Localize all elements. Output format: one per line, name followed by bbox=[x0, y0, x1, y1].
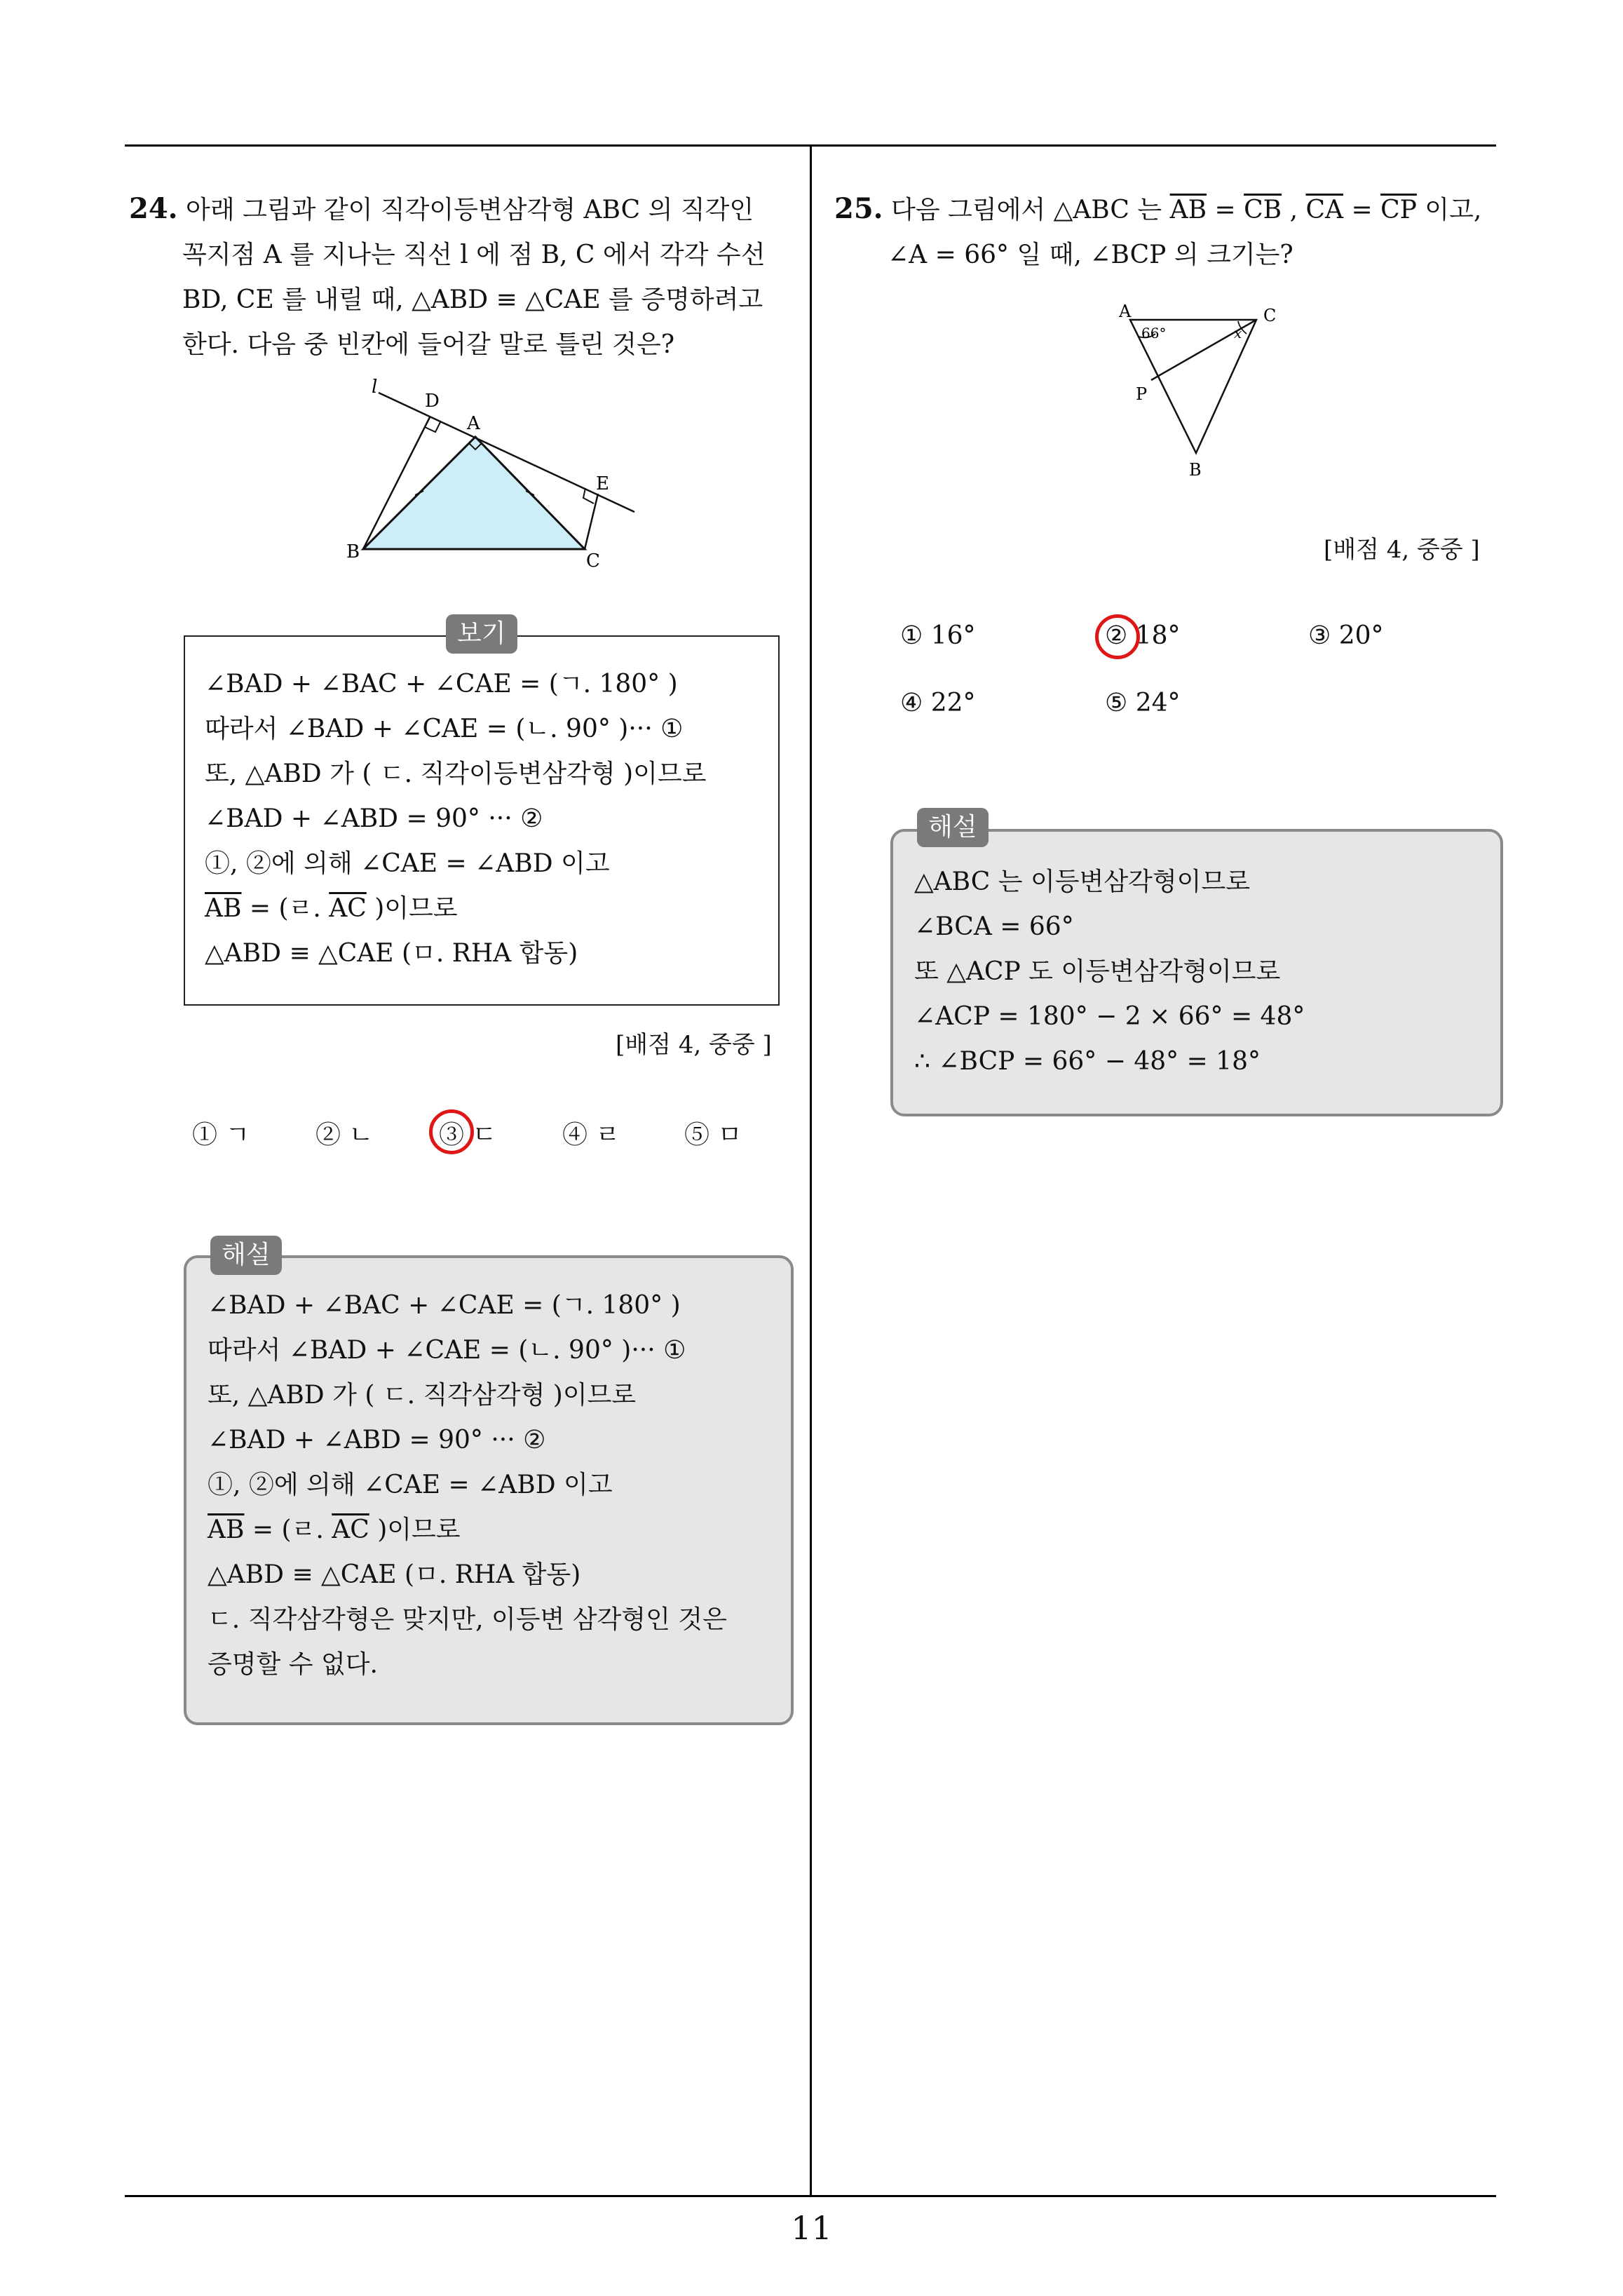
question-text-line: ∠A = 66° 일 때, ∠BCP 의 크기는? bbox=[888, 241, 1293, 269]
bottom-rule bbox=[125, 2195, 1496, 2197]
choice-2[interactable]: ② ㄴ bbox=[315, 1121, 374, 1149]
solution-line: ∠BAD + ∠ABD = 90° ··· ② bbox=[208, 1426, 546, 1454]
label-a: A bbox=[1119, 302, 1132, 321]
label-a: A bbox=[467, 413, 480, 434]
triangle-abc bbox=[363, 437, 585, 549]
question-24 bbox=[129, 187, 802, 367]
choice-2[interactable]: ② 18° bbox=[1105, 621, 1181, 650]
solution-line: ①, ②에 의해 ∠CAE = ∠ABD 이고 bbox=[208, 1471, 613, 1499]
triangle-figure-25 bbox=[1108, 295, 1290, 491]
solution-line: ∠BCA = 66° bbox=[914, 912, 1074, 941]
question-number: 24. bbox=[129, 192, 178, 225]
bogi-box bbox=[184, 635, 780, 1006]
bogi-line: $\overline{AB}$ = (ㄹ. $\overline{AC}$ )이므로 bbox=[205, 894, 458, 923]
label-b: B bbox=[1189, 460, 1202, 480]
solution-line: 따라서 ∠BAD + ∠CAE = (ㄴ. 90° )··· ① bbox=[208, 1336, 686, 1365]
column-divider bbox=[810, 144, 812, 2196]
answer-circle-mark bbox=[429, 1109, 474, 1154]
bogi-line: ∠BAD + ∠ABD = 90° ··· ② bbox=[205, 804, 543, 833]
answer-circle-mark bbox=[1095, 614, 1140, 659]
question-text-line: 꼭지점 A 를 지나는 직선 l 에 점 B, C 에서 각각 수선 bbox=[182, 241, 766, 269]
question-text-line: BD, CE 를 내릴 때, △ABD ≡ △CAE 를 증명하려고 bbox=[182, 285, 763, 314]
triangle-figure-24 bbox=[337, 379, 652, 575]
solution-line: △ABD ≡ △CAE (ㅁ. RHA 합동) bbox=[208, 1560, 581, 1589]
question-text-line: 아래 그림과 같이 직각이등변삼각형 ABC 의 직각인 bbox=[186, 196, 754, 224]
choice-1[interactable]: ① ㄱ bbox=[192, 1121, 250, 1149]
choice-3[interactable]: ③ 20° bbox=[1308, 621, 1384, 650]
solution-box-24 bbox=[184, 1255, 794, 1725]
solution-line: ∴ ∠BCP = 66° − 48° = 18° bbox=[914, 1047, 1261, 1076]
solution-line: 증명할 수 없다. bbox=[208, 1650, 378, 1679]
choice-5[interactable]: ⑤ ㅁ bbox=[684, 1121, 742, 1149]
choice-5[interactable]: ⑤ 24° bbox=[1105, 689, 1181, 717]
score-meta-24: [배점 4, 중중 ] bbox=[616, 1031, 772, 1059]
question-text-line: 한다. 다음 중 빈칸에 들어갈 말로 틀린 것은? bbox=[182, 330, 675, 359]
solution-line: 또, △ABD 가 ( ㄷ. 직각삼각형 )이므로 bbox=[208, 1381, 637, 1410]
label-p: P bbox=[1136, 384, 1148, 404]
solution-line: 또 △ACP 도 이등변삼각형이므로 bbox=[914, 957, 1281, 986]
label-l: l bbox=[372, 379, 378, 398]
bogi-line: △ABD ≡ △CAE (ㅁ. RHA 합동) bbox=[205, 939, 578, 968]
angle-label: 66° bbox=[1141, 325, 1167, 342]
label-d: D bbox=[425, 391, 440, 412]
solution-box-25 bbox=[890, 829, 1503, 1116]
solution-line: △ABC 는 이등변삼각형이므로 bbox=[914, 867, 1250, 896]
bogi-line: ①, ②에 의해 ∠CAE = ∠ABD 이고 bbox=[205, 849, 610, 878]
label-b: B bbox=[346, 541, 360, 562]
choice-1[interactable]: ① 16° bbox=[900, 621, 976, 650]
choice-4[interactable]: ④ ㄹ bbox=[562, 1121, 620, 1149]
label-c: C bbox=[1263, 306, 1277, 325]
solution-title-25: 해설 bbox=[917, 808, 989, 847]
question-number: 25. bbox=[834, 192, 883, 225]
question-25: 25. 다음 그림에서 △ABC 는 $\overline{AB} = \overline{CB}$ , $\overline{CA} = \overline{CP}$ 이고, ∠A = 66° 일 때, ∠BCP 의 크기는? bbox=[834, 187, 1507, 278]
angle-x-label: x bbox=[1234, 325, 1242, 342]
label-c: C bbox=[586, 551, 600, 572]
page-number: 11 bbox=[791, 2209, 832, 2247]
solution-line: ∠BAD + ∠BAC + ∠CAE = (ㄱ. 180° ) bbox=[208, 1291, 681, 1320]
choice-4[interactable]: ④ 22° bbox=[900, 689, 976, 717]
solution-title-24: 해설 bbox=[210, 1236, 282, 1275]
label-e: E bbox=[596, 473, 609, 494]
choice-3[interactable]: ③ ㄷ bbox=[439, 1121, 497, 1149]
solution-line: ∠ACP = 180° − 2 × 66° = 48° bbox=[914, 1002, 1305, 1031]
bogi-line: ∠BAD + ∠BAC + ∠CAE = (ㄱ. 180° ) bbox=[205, 670, 678, 698]
bogi-title: 보기 bbox=[446, 614, 517, 654]
score-meta-25: [배점 4, 중중 ] bbox=[1324, 536, 1480, 564]
bogi-line: 따라서 ∠BAD + ∠CAE = (ㄴ. 90° )··· ① bbox=[205, 715, 684, 743]
solution-line: $\overline{AB}$ = (ㄹ. $\overline{AC}$ )이므로 bbox=[208, 1515, 461, 1544]
solution-line: ㄷ. 직각삼각형은 맞지만, 이등변 삼각형인 것은 bbox=[208, 1605, 727, 1634]
bogi-line: 또, △ABD 가 ( ㄷ. 직각이등변삼각형 )이므로 bbox=[205, 759, 707, 788]
